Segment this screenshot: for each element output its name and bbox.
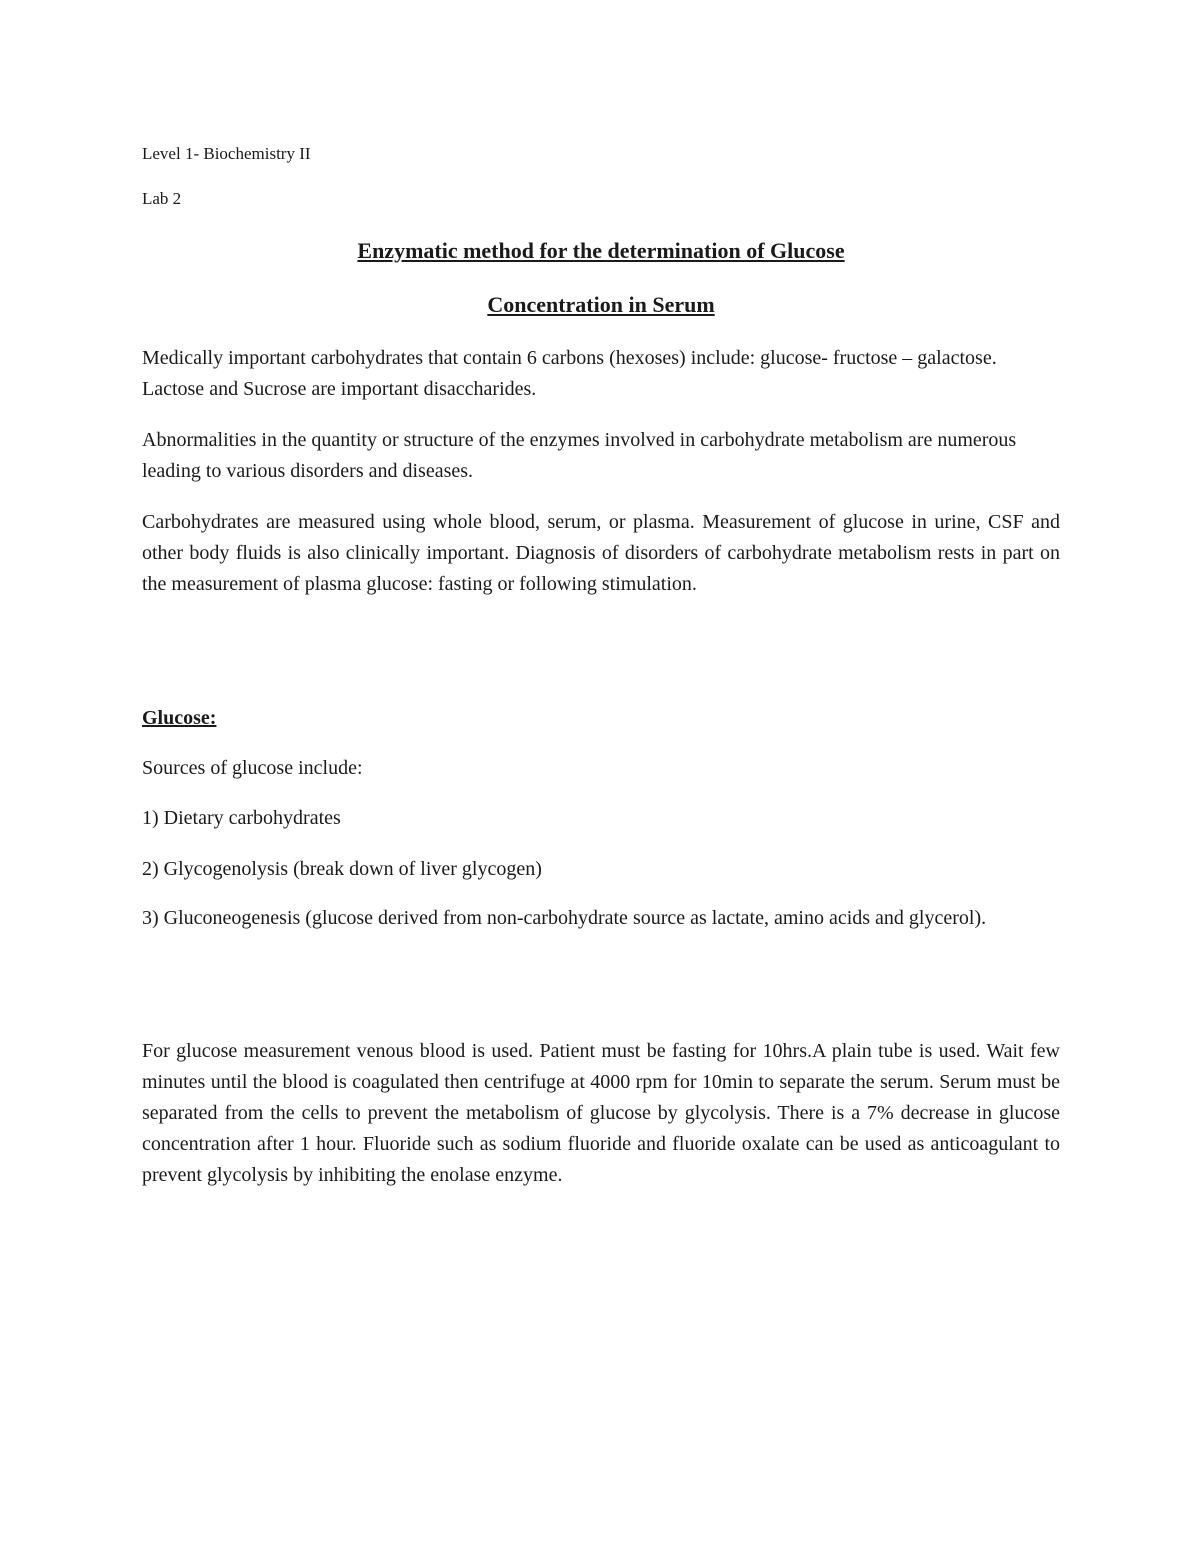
document-title-line-1: Enzymatic method for the determination of Glucose (357, 238, 845, 263)
document-title-line-2: Concentration in Serum (487, 292, 715, 317)
sources-intro: Sources of glucose include: (142, 757, 363, 779)
source-item-1: 1) Dietary carbohydrates (142, 807, 341, 829)
source-item-3: 3) Gluconeogenesis (glucose derived from non-carbohydrate source as lactate, amino acids and glycerol). (142, 907, 987, 929)
course-label: Level 1- Biochemistry II (142, 144, 311, 163)
intro-paragraph-2: Abnormalities in the quantity or structure of the enzymes involved in carbohydrate metabolism are numerous leading to various disorders and diseases. (142, 429, 1017, 482)
lab-label: Lab 2 (142, 189, 182, 208)
measurement-paragraph: For glucose measurement venous blood is used. Patient must be fasting for 10hrs.A plain tube is used. Wait few minutes until the blood is coagulated then centrifuge at 4000 rpm for 10min to separate the serum. Serum must be separated from the cells to prevent the metabolism of glucose by glycolysis. There is a 7% decrease in glucose concentration after 1 hour. Fluoride such as sodium fluoride and fluoride oxalate can be used as anticoagulant to prevent glycolysis by inhibiting the enolase enzyme. (142, 1040, 1060, 1186)
source-item-2: 2) Glycogenolysis (break down of liver glycogen) (142, 858, 542, 880)
intro-paragraph-1: Medically important carbohydrates that contain 6 carbons (hexoses) include: glucose- fructose – galactose. Lactose and Sucrose are important disaccharides. (142, 347, 997, 400)
glucose-heading: Glucose: (142, 707, 217, 729)
intro-paragraph-3: Carbohydrates are measured using whole blood, serum, or plasma. Measurement of glucose in urine, CSF and other body fluids is also clinically important. Diagnosis of disorders of carbohydrate metabolism rests in part on the measurement of plasma glucose: fasting or following stimulation. (142, 511, 1060, 595)
